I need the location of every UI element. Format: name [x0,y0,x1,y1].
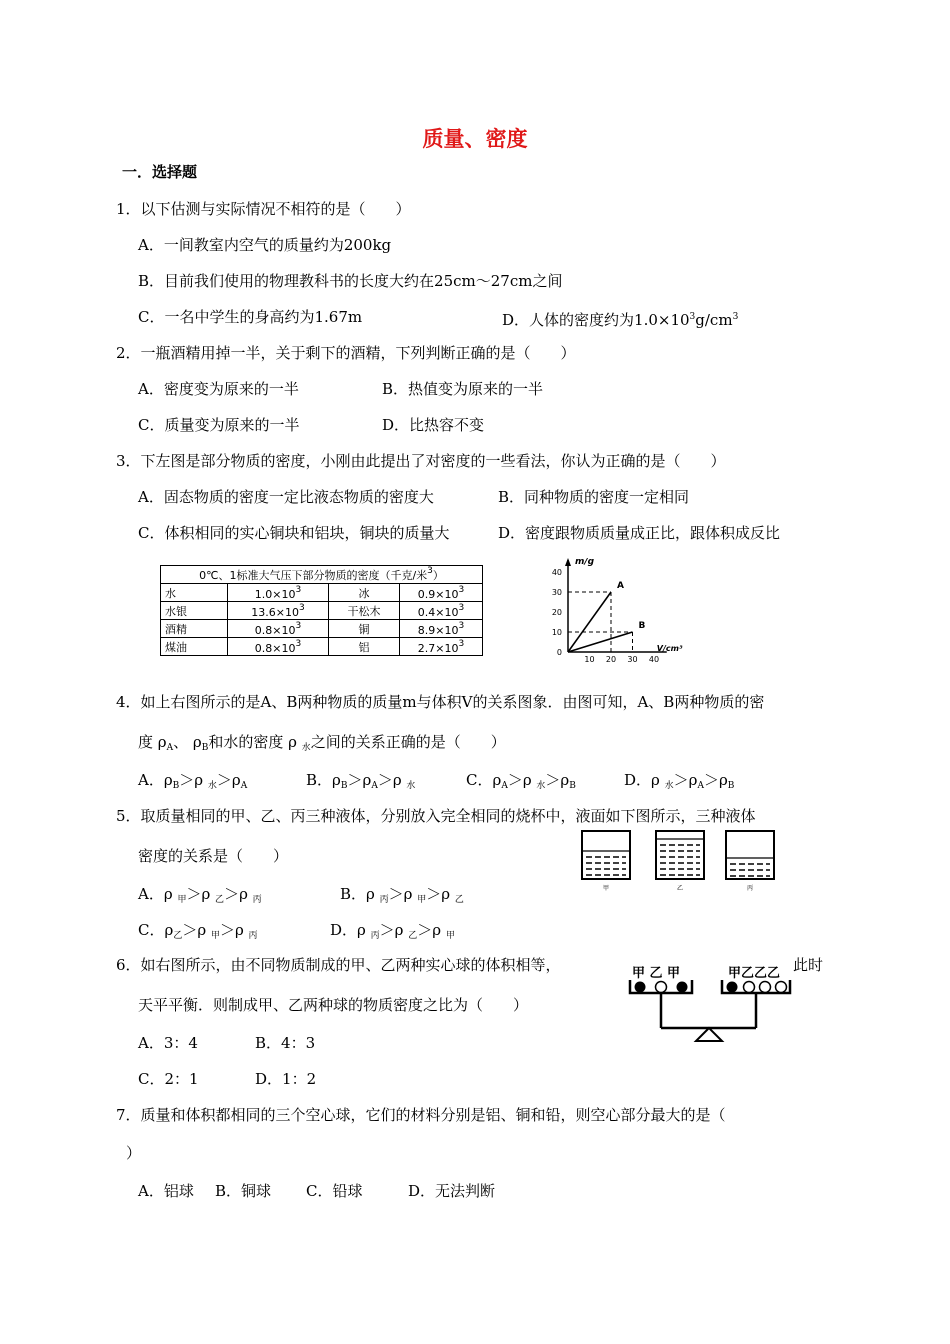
q5-option-b: B．ρ $_丙$＞ρ $_甲$＞ρ $_乙$ [340,885,464,905]
density-table [160,565,483,656]
q1-option-c: C．一名中学生的身高约为1.67m [138,308,363,326]
beaker-yi [656,831,704,879]
q2-option-a: A．密度变为原来的一半 [138,380,299,398]
q5-stem-line1: 5．取质量相同的甲、乙、丙三种液体，分别放入完全相同的烧杯中，液面如下图所示，三种液体 [116,807,756,825]
table-cell: 水 [161,584,228,602]
table-cell: $0.8\times 10^3$ [228,620,329,638]
q6-stem-line1: 6．如右图所示，由不同物质制成的甲、乙两种实心球的体积相等， [116,956,561,974]
y-axis-arrow [565,558,571,566]
q5-option-c: C．$\rho_乙>\rho$ $_甲$＞ρ $_丙$ [138,921,258,941]
table-cell: $2.7\times 10^3$ [400,638,483,656]
q2-stem: 2．一瓶酒精用掉一半，关于剩下的酒精，下列判断正确的是（ ） [116,344,576,362]
table-cell: $0.4\times 10^3$ [400,602,483,620]
q6-stem-line2: 天平平衡．则制成甲、乙两种球的物质密度之比为（ ） [138,996,529,1014]
q6-option-a: A．3：4 [138,1034,198,1052]
y-tick-label: 40 [551,568,562,577]
table-cell: 干松木 [329,602,400,620]
page-title: 质量、密度 [422,127,528,151]
q2-option-b: B．热值变为原来的一半 [382,380,544,398]
y-axis-label: m/g [575,558,595,567]
y-tick-label: 0 [556,648,562,657]
x-tick-label: 10 [584,655,595,664]
q4-stem-line1: 4．如上右图所示的是A、B两种物质的质量m与体积V的关系图象．由图可知，A、B两种物质的密 [116,693,765,711]
beaker-label-jia: 甲 [602,885,610,892]
q5-option-d: D．ρ $_丙$＞ρ $_乙$＞ρ $_甲$ [330,921,455,941]
table-cell: 冰 [329,584,400,602]
table-cell: 酒精 [161,620,228,638]
q4-option-c: C．$\rho_A>\rho$ $_水>\rho_B$ [466,771,576,791]
x-tick-label: 30 [627,655,638,664]
q3-option-a: A．固态物质的密度一定比液态物质的密度大 [138,488,434,506]
table-cell: $0.9\times 10^3$ [400,584,483,602]
q4-option-a: A．$\rho_B>\rho$ $_水>\rho_A$ [138,771,248,791]
beaker-bing [726,831,774,879]
series-label-b: B [638,621,646,631]
beakers-figure [578,828,800,892]
q7-option-d: D．无法判断 [408,1182,496,1200]
y-tick-label: 10 [551,628,562,637]
mass-volume-chart [540,558,740,670]
table-cell: 煤油 [161,638,228,656]
q3-option-b: B．同种物质的密度一定相同 [498,488,690,506]
q6-stem-line1-end: 此时 [793,956,824,974]
density-table-header: 0℃、1标准大气压下部分物质的密度（千克/米$^3$） [161,566,483,584]
q3-stem: 3．下左图是部分物质的密度，小刚由此提出了对密度的一些看法，你认为正确的是（ ） [116,452,726,470]
table-cell: 铜 [329,620,400,638]
balance-beam [661,993,756,1041]
q7-option-a: A．铝球 [138,1182,194,1200]
table-row [161,638,483,656]
q7-stem-line1: 7．质量和体积都相同的三个空心球，它们的材料分别是铝、铜和铅，则空心部分最大的是（ [116,1106,726,1124]
q7-stem-line2: ） [126,1144,142,1162]
left-pan [630,980,692,993]
right-pan [722,980,790,993]
section-heading: 一．选择题 [122,163,198,181]
table-cell: 水银 [161,602,228,620]
q4-option-d: D．ρ $_水>\rho_A>\rho_B$ [624,771,735,791]
q6-option-d: D．1：2 [255,1070,317,1088]
table-cell: $0.8\times 10^3$ [228,638,329,656]
q7-option-c: C．铅球 [306,1182,363,1200]
q4-stem-line2: 度 $\rho_A$、 $\rho_B$和水的密度 ρ $_水$之间的关系正确的是（ ） [138,733,506,753]
beaker-label-yi: 乙 [676,885,684,892]
q5-stem-line2: 密度的关系是（ ） [138,847,289,865]
q3-option-d: D．密度跟物质质量成正比，跟体积成反比 [498,524,781,542]
q3-option-c: C．体积相同的实心铜块和铝块，铜块的质量大 [138,524,450,542]
q1-stem: 1．以下估测与实际情况不相符的是（ ） [116,200,411,218]
series-line-a [568,592,611,652]
table-cell: $8.9\times 10^3$ [400,620,483,638]
x-tick-label: 20 [605,655,617,664]
series-line-b [568,632,633,652]
table-cell: 铝 [329,638,400,656]
table-cell: $13.6\times 10^3$ [228,602,329,620]
table-row [161,602,483,620]
table-cell: $1.0\times 10^3$ [228,584,329,602]
x-axis-label: V/cm³ [656,644,683,653]
q6-option-c: C．2：1 [138,1070,199,1088]
table-row [161,584,483,602]
q2-option-d: D．比热容不变 [382,416,485,434]
q5-option-a: A．ρ $_甲$＞ρ $_乙$＞ρ $_丙$ [138,885,262,905]
y-tick-label: 30 [551,588,562,597]
balance-figure [626,962,796,1044]
q1-option-b: B．目前我们使用的物理教科书的长度大约在25cm～27cm之间 [138,272,563,290]
q1-option-d: D．人体的密度约为$1.0\times 10^3g/cm^3$ [502,311,739,329]
x-tick-label: 40 [648,655,660,664]
q1-option-a: A．一间教室内空气的质量约为200kg [138,236,392,254]
q6-option-b: B．4：3 [255,1034,316,1052]
right-pan-label: 甲乙乙乙 [728,966,781,981]
series-label-a: A [617,581,624,591]
q2-option-c: C．质量变为原来的一半 [138,416,300,434]
q7-option-b: B．铜球 [215,1182,272,1200]
q4-option-b: B．$\rho_B>\rho_A>\rho$ $_水$ [306,771,416,791]
y-tick-label: 20 [551,608,562,617]
left-pan-label: 甲 乙 甲 [632,966,681,981]
beaker-label-bing: 丙 [746,885,754,892]
beaker-jia [582,831,630,879]
table-row [161,620,483,638]
